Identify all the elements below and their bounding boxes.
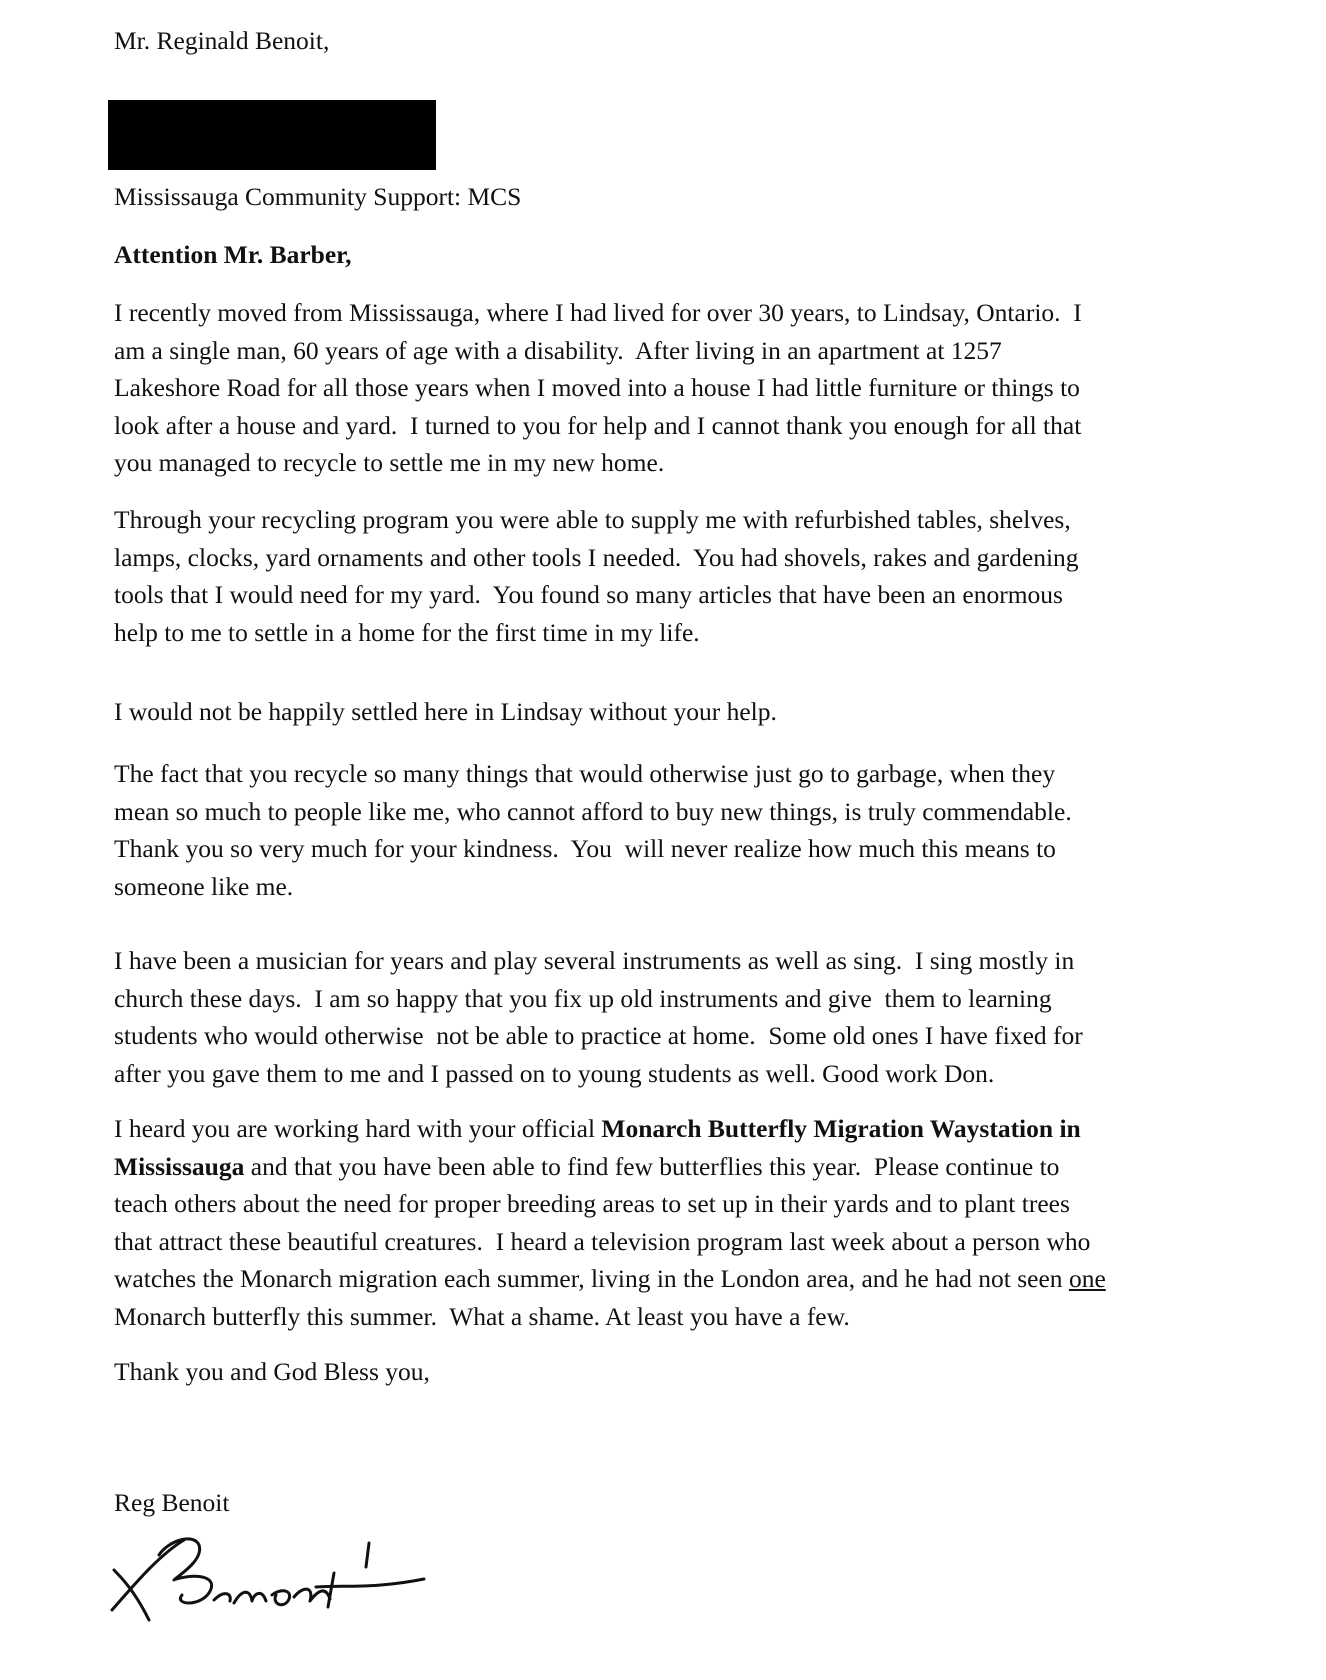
paragraph-2-line: lamps, clocks, yard ornaments and other tools I needed. You had shovels, rakes and gardening	[114, 542, 1079, 572]
paragraph-1	[114, 294, 1244, 482]
paragraph-2-line: tools that I would need for my yard. You found so many articles that have been an enormous	[114, 580, 1063, 609]
paragraph-4-line: mean so much to people like me, who cannot afford to buy new things, is truly commendable.	[114, 796, 1072, 826]
paragraph-5-line: students who would otherwise not be able to practice at home. Some old ones I have fixed for	[114, 1021, 1083, 1050]
paragraph-5-line: I have been a musician for years and play several instruments as well as sing. I sing mostly in	[114, 946, 1075, 975]
paragraph-1-line: I recently moved from Mississauga, where I had lived for over 30 years, to Lindsay, Ontario. I	[114, 298, 1082, 327]
paragraph-6-line	[114, 1110, 1244, 1148]
waystation-name-bold: Monarch Butterfly Migration Waystation in	[601, 1114, 1081, 1143]
paragraph-6-text: I heard you are working hard with your official	[114, 1114, 602, 1143]
paragraph-6-line: that attract these beautiful creatures. I heard a television program last week about a person who	[114, 1226, 1091, 1256]
attention-line: Attention Mr. Barber,	[114, 240, 352, 269]
paragraph-1-line: Lakeshore Road for all those years when I moved into a house I had little furniture or things to	[114, 373, 1080, 402]
paragraph-6-line: Monarch butterfly this summer. What a shame. At least you have a few.	[114, 1301, 850, 1331]
paragraph-2	[114, 501, 1244, 651]
paragraph-6-line	[114, 1260, 1244, 1298]
paragraph-6-line	[114, 1148, 1244, 1186]
paragraph-4-line: Thank you so very much for your kindness. You will never realize how much this means to	[114, 834, 1056, 863]
underlined-word: one	[1068, 1264, 1106, 1293]
paragraph-6-text: watches the Monarch migration each summer, living in the London area, and he had not seen	[114, 1264, 1069, 1293]
paragraph-5	[114, 942, 1244, 1092]
handwritten-signature	[104, 1515, 444, 1635]
signer-name: Reg Benoit	[114, 1488, 230, 1517]
paragraph-6	[114, 1110, 1244, 1335]
redacted-address-block	[108, 100, 436, 170]
paragraph-4-line: The fact that you recycle so many things that would otherwise just go to garbage, when they	[114, 759, 1056, 788]
paragraph-6-line: teach others about the need for proper breeding areas to set up in their yards and to plant trees	[114, 1189, 1070, 1218]
paragraph-6-text: and that you have been able to find few butterflies this year. Please continue to	[244, 1151, 1060, 1181]
recipient-name: Mr. Reginald Benoit,	[114, 26, 330, 55]
paragraph-1-line: am a single man, 60 years of age with a disability. After living in an apartment at 1257	[114, 335, 1002, 365]
organization-line: Mississauga Community Support: MCS	[114, 182, 522, 211]
paragraph-3: I would not be happily settled here in Lindsay without your help.	[114, 697, 777, 726]
closing-line: Thank you and God Bless you,	[114, 1357, 430, 1386]
paragraph-2-line: help to me to settle in a home for the first time in my life.	[114, 617, 700, 647]
paragraph-1-line: you managed to recycle to settle me in my new home.	[114, 448, 665, 477]
waystation-city-bold: Mississauga	[114, 1151, 245, 1181]
paragraph-1-line: look after a house and yard. I turned to you for help and I cannot thank you enough for all that	[114, 410, 1082, 440]
paragraph-4	[114, 755, 1244, 905]
paragraph-2-line: Through your recycling program you were able to supply me with refurbished tables, shelves,	[114, 505, 1071, 534]
paragraph-5-line: after you gave them to me and I passed on to young students as well. Good work Don.	[114, 1058, 995, 1088]
paragraph-5-line: church these days. I am so happy that you fix up old instruments and give them to learning	[114, 983, 1052, 1013]
paragraph-4-line: someone like me.	[114, 871, 294, 901]
